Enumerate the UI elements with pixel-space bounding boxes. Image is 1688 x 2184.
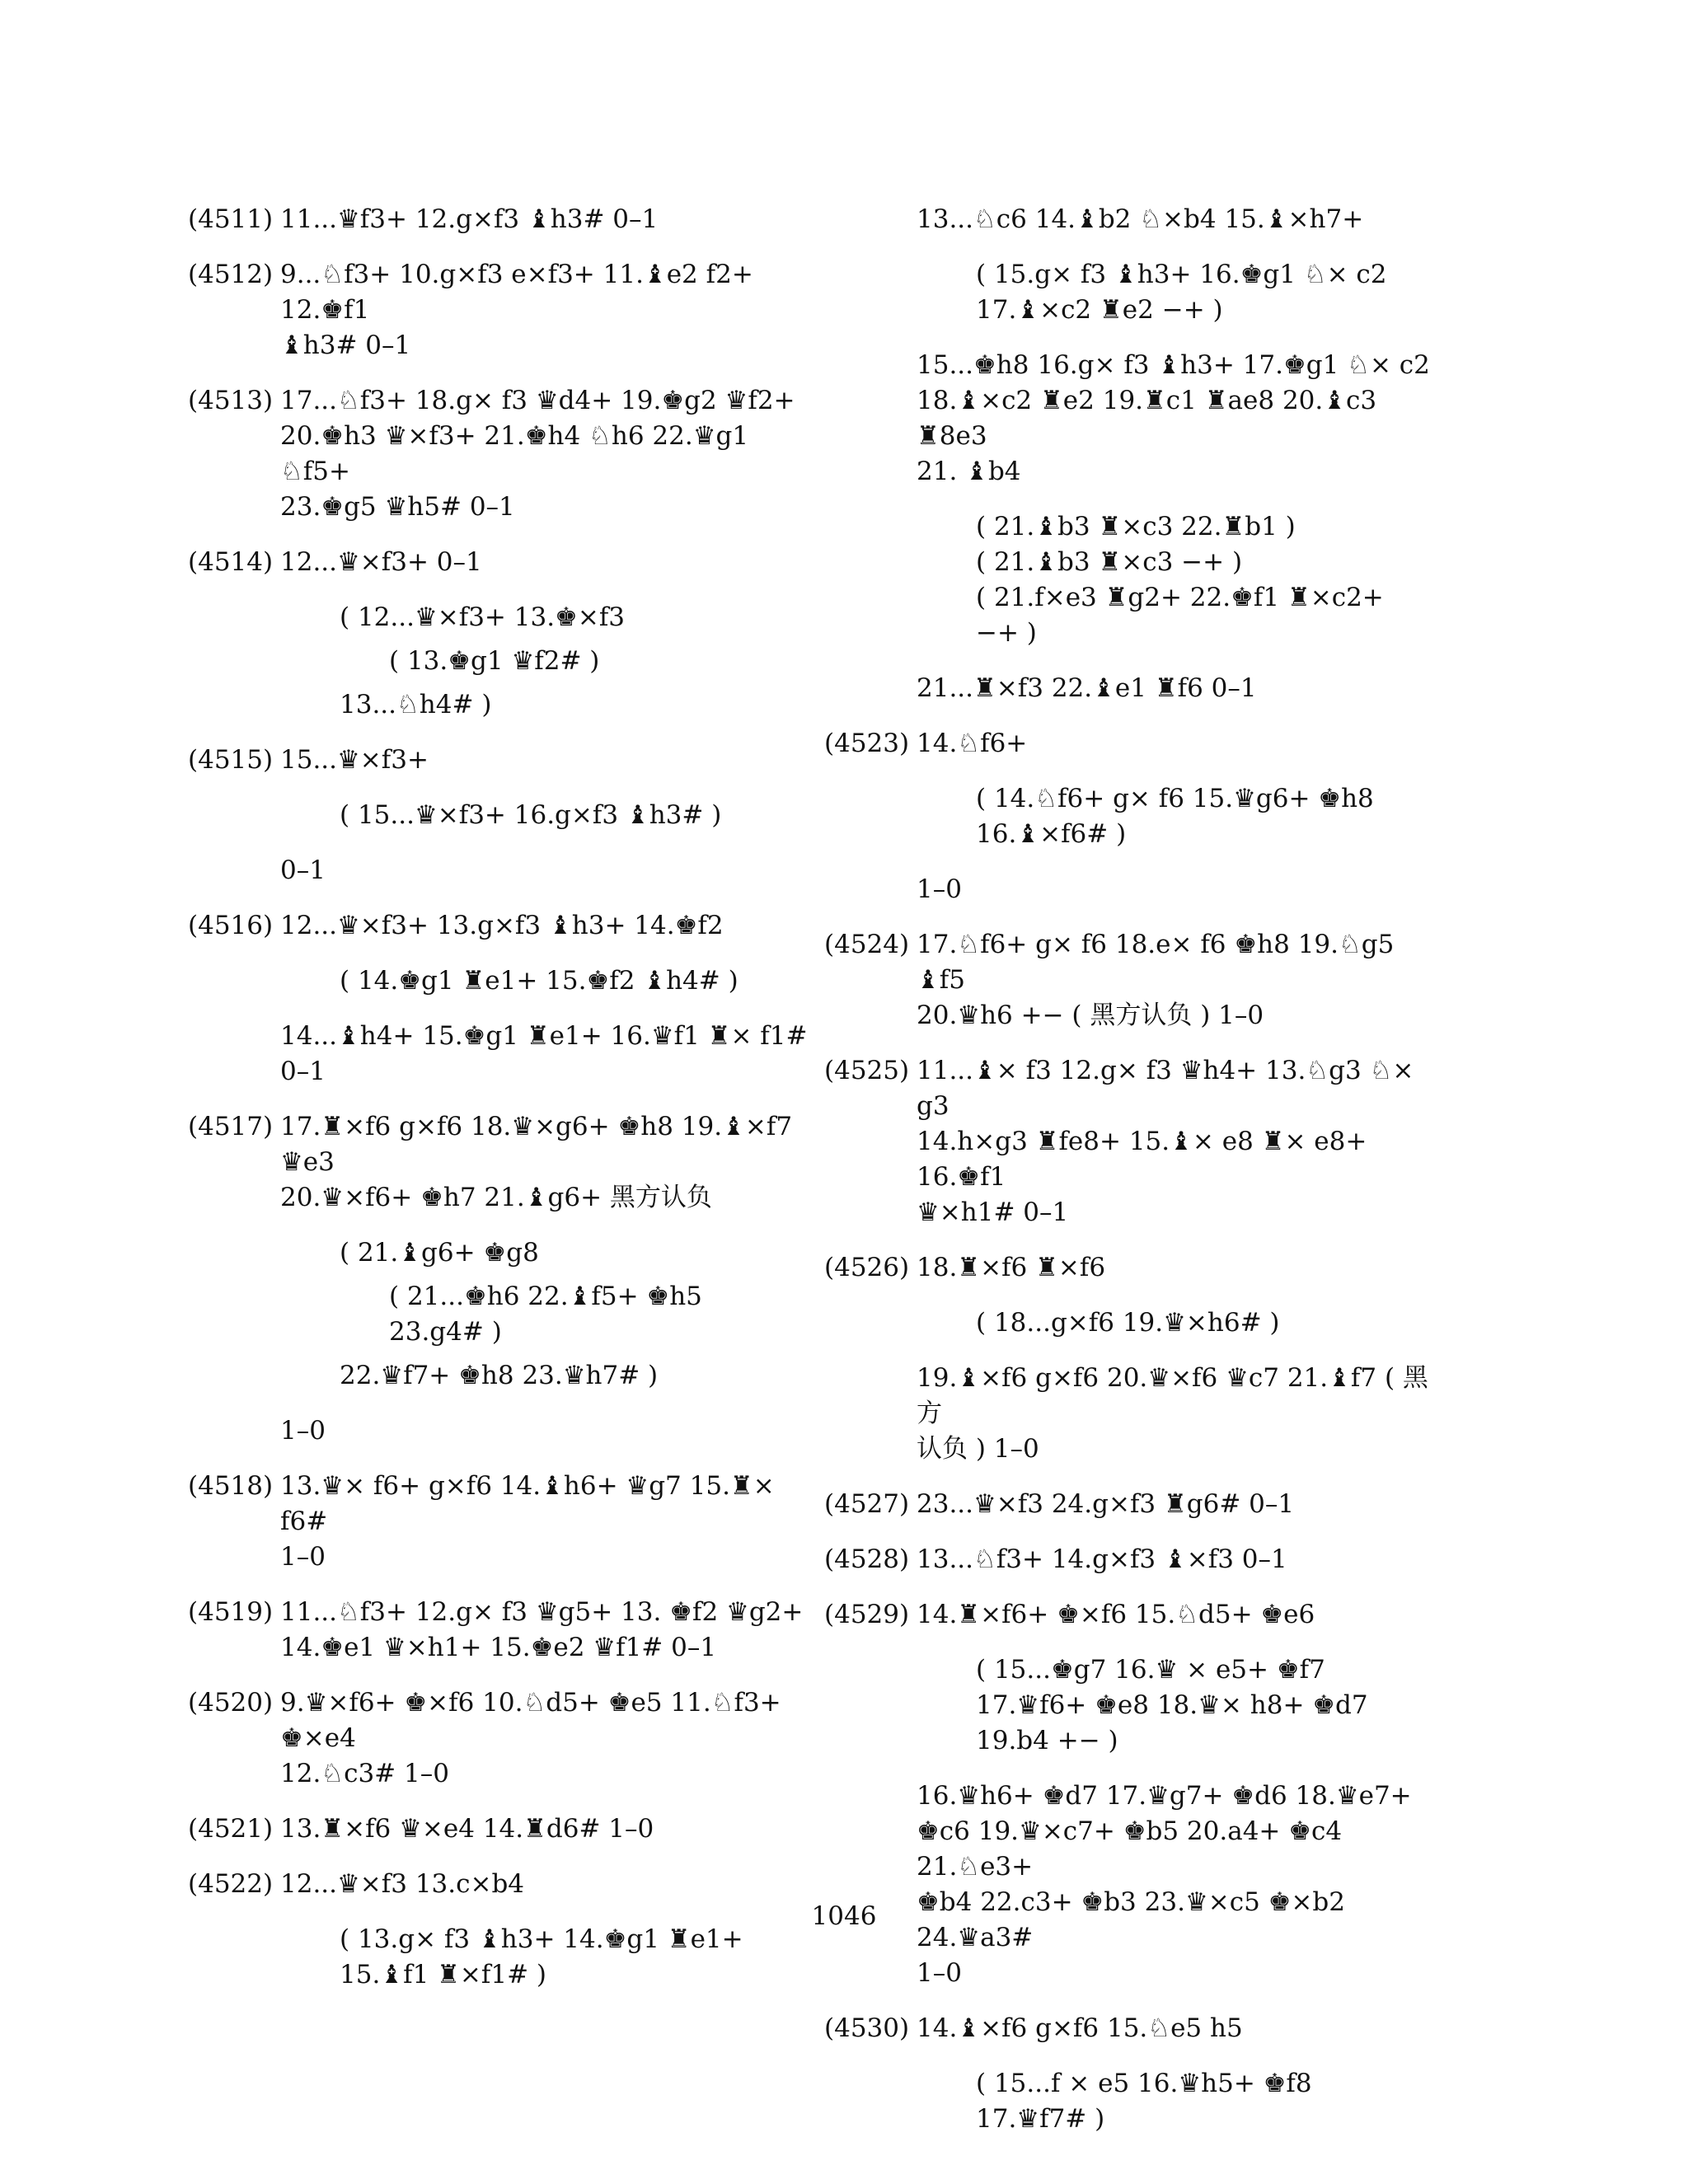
text-line: 11...♘f3+ 12.g× f3 ♛g5+ 13. ♚f2 ♛g2+: [280, 1597, 804, 1627]
text-line: 1–0: [917, 874, 962, 904]
problem-number: (4526): [824, 1253, 910, 1282]
text-line: 认负 ) 1–0: [917, 1434, 1039, 1464]
solution-entry: [824, 1053, 1451, 1230]
move-line: [280, 1469, 814, 1575]
solution-entry: [188, 1109, 814, 1449]
text-line: 14.♜×f6+ ♚×f6 15.♘d5+ ♚e6: [917, 1600, 1315, 1629]
text-line: ( 13.g× f3 ♝h3+ 14.♚g1 ♜e1+: [340, 1924, 743, 1954]
problem-number: (4519): [188, 1597, 274, 1627]
text-line: 14.♘f6+: [917, 729, 1028, 758]
problem-number: (4529): [824, 1600, 910, 1629]
text-line: ♚c6 19.♛×c7+ ♚b5 20.a4+ ♚c4 21.♘e3+: [917, 1816, 1350, 1882]
problem-number: (4523): [824, 729, 910, 758]
problem-number: (4513): [188, 386, 274, 415]
text-line: 13.♛× f6+ g×f6 14.♝h6+ ♛g7 15.♜× f6#: [280, 1471, 783, 1536]
variation-line: [280, 1235, 814, 1271]
text-line: 17.♛f6+ ♚e8 18.♛× h8+ ♚d7: [976, 1690, 1368, 1720]
text-line: 12...♛×f3+ 13.g×f3 ♝h3+ 14.♚f2: [280, 911, 724, 940]
text-line: ( 15...♚g7 16.♛ × e5+ ♚f7: [976, 1655, 1325, 1685]
move-line: [280, 908, 814, 944]
text-line: 19.b4 +− ): [976, 1726, 1118, 1755]
problem-number: (4515): [188, 745, 274, 775]
move-line: [280, 1685, 814, 1792]
move-line: [280, 1867, 814, 1902]
problem-number: (4516): [188, 911, 274, 940]
variation-line: [280, 963, 814, 999]
move-line: [917, 1053, 1451, 1230]
variation-line: [280, 687, 814, 723]
move-line: [917, 1487, 1451, 1522]
move-line: [917, 671, 1451, 706]
text-line: 17.♝×c2 ♜e2 −+ ): [976, 295, 1223, 325]
variation-line: [917, 2066, 1451, 2137]
text-line: 9.♛×f6+ ♚×f6 10.♘d5+ ♚e5 11.♘f3+ ♚×e4: [280, 1688, 790, 1753]
move-line: [280, 853, 814, 888]
left-column: [188, 202, 814, 2013]
text-line: ( 14.♘f6+ g× f6 15.♛g6+ ♚h8: [976, 784, 1374, 813]
move-line: [917, 1361, 1451, 1467]
text-line: ( 15.g× f3 ♝h3+ 16.♚g1 ♘× c2: [976, 260, 1387, 289]
text-line: 17...♘f3+ 18.g× f3 ♛d4+ 19.♚g2 ♛f2+: [280, 386, 795, 415]
problem-number: (4517): [188, 1112, 274, 1141]
solution-entry: [188, 545, 814, 723]
move-line: [917, 726, 1451, 762]
variation-line: [280, 798, 814, 833]
variation-line: [917, 1652, 1451, 1759]
solution-entry: [188, 1811, 814, 1847]
problem-number: (4530): [824, 2013, 910, 2043]
text-line: 15.♝f1 ♜×f1# ): [340, 1960, 547, 1990]
text-line: 17.♛f7# ): [976, 2104, 1105, 2134]
variation-line: [917, 580, 1451, 651]
text-line: ( 21.♝b3 ♜×c3 22.♜b1 ): [976, 512, 1296, 541]
text-line: 15...♛×f3+: [280, 745, 429, 775]
solution-entry: [188, 257, 814, 363]
text-line: 0–1: [280, 1057, 326, 1086]
problem-number: (4521): [188, 1814, 274, 1844]
variation-line: [917, 781, 1451, 852]
page-number: 1046: [811, 1901, 877, 1931]
variation-line: [280, 1358, 814, 1394]
variation-line: [280, 644, 814, 679]
problem-number: (4514): [188, 547, 274, 577]
move-line: [280, 1811, 814, 1847]
text-line: 17.♘f6+ g× f6 18.e× f6 ♚h8 19.♘g5 ♝f5: [917, 930, 1403, 995]
move-line: [280, 743, 814, 778]
right-column: [824, 202, 1451, 2157]
solution-entry: [824, 1542, 1451, 1577]
text-line: 13...♘f3+ 14.g×f3 ♝×f3 0–1: [917, 1544, 1287, 1574]
text-line: 9...♘f3+ 10.g×f3 e×f3+ 11.♝e2 f2+ 12.♚f1: [280, 260, 762, 325]
text-line: 21. ♝b4: [917, 457, 1021, 486]
variation-line: [917, 545, 1451, 580]
solution-entry: [188, 1469, 814, 1575]
problem-number: (4511): [188, 204, 274, 234]
move-line: [280, 257, 814, 363]
move-line: [280, 202, 814, 237]
text-line: −+ ): [976, 618, 1037, 648]
text-line: 20.♛h6 +− ( 黑方认负 ) 1–0: [917, 1001, 1264, 1030]
problem-number: (4518): [188, 1471, 274, 1501]
variation-line: [280, 1279, 814, 1350]
text-line: ( 13.♚g1 ♛f2# ): [389, 646, 600, 676]
move-line: [917, 872, 1451, 907]
problem-number: (4525): [824, 1056, 910, 1085]
text-line: 20.♚h3 ♛×f3+ 21.♚h4 ♘h6 22.♛g1 ♘f5+: [280, 421, 757, 486]
text-line: 23.g4# ): [389, 1317, 502, 1347]
text-line: 18.♜×f6 ♜×f6: [917, 1253, 1106, 1282]
text-line: 1–0: [280, 1416, 326, 1446]
problem-number: (4522): [188, 1869, 274, 1899]
variation-line: [280, 600, 814, 635]
text-line: 13...♘c6 14.♝b2 ♘×b4 15.♝×h7+: [917, 204, 1364, 234]
variation-line: [917, 1305, 1451, 1341]
move-line: [280, 545, 814, 580]
solution-entry: [824, 202, 1451, 706]
variation-line: [917, 509, 1451, 545]
move-line: [917, 1250, 1451, 1286]
text-line: 23.♚g5 ♛h5# 0–1: [280, 492, 515, 522]
text-line: 13.♜×f6 ♛×e4 14.♜d6# 1–0: [280, 1814, 654, 1844]
text-line: 18.♝×c2 ♜e2 19.♜c1 ♜ae8 20.♝c3 ♜8e3: [917, 386, 1385, 451]
move-line: [917, 1779, 1451, 1991]
text-line: 13...♘h4# ): [340, 690, 492, 719]
text-line: 22.♛f7+ ♚h8 23.♛h7# ): [340, 1361, 659, 1390]
text-line: 16.♛h6+ ♚d7 17.♛g7+ ♚d6 18.♛e7+: [917, 1781, 1412, 1811]
text-line: 19.♝×f6 g×f6 20.♛×f6 ♛c7 21.♝f7 ( 黑方: [917, 1363, 1428, 1428]
text-line: 14...♝h4+ 15.♚g1 ♜e1+ 16.♛f1 ♜× f1#: [280, 1021, 808, 1051]
move-line: [917, 348, 1451, 490]
text-line: 17.♜×f6 g×f6 18.♛×g6+ ♚h8 19.♝×f7 ♛e3: [280, 1112, 800, 1177]
text-line: ( 21.♝g6+ ♚g8: [340, 1238, 539, 1268]
solution-entry: [824, 927, 1451, 1033]
text-line: ( 18...g×f6 19.♛×h6# ): [976, 1308, 1280, 1338]
solution-entry: [188, 908, 814, 1090]
text-line: 23...♛×f3 24.g×f3 ♜g6# 0–1: [917, 1489, 1295, 1519]
variation-line: [917, 257, 1451, 328]
problem-number: (4524): [824, 930, 910, 959]
text-line: 16.♝×f6# ): [976, 819, 1127, 849]
text-line: ( 21...♚h6 22.♝f5+ ♚h5: [389, 1282, 702, 1311]
solution-entry: [824, 2011, 1451, 2137]
text-line: ♚b4 22.c3+ ♚b3 23.♛×c5 ♚×b2 24.♛a3#: [917, 1887, 1353, 1952]
move-line: [280, 1413, 814, 1449]
text-line: 20.♛×f6+ ♚h7 21.♝g6+ 黑方认负: [280, 1183, 712, 1212]
problem-number: (4512): [188, 260, 274, 289]
solution-entry: [188, 1595, 814, 1666]
problem-number: (4527): [824, 1489, 910, 1519]
move-line: [280, 1019, 814, 1090]
move-line: [917, 1597, 1451, 1633]
text-line: ( 15...f × e5 16.♛h5+ ♚f8: [976, 2069, 1312, 2098]
solution-entry: [824, 1487, 1451, 1522]
text-line: ( 15...♛×f3+ 16.g×f3 ♝h3# ): [340, 800, 722, 830]
move-line: [917, 1542, 1451, 1577]
problem-number: (4528): [824, 1544, 910, 1574]
move-line: [917, 202, 1451, 237]
text-line: ( 14.♚g1 ♜e1+ 15.♚f2 ♝h4# ): [340, 966, 738, 996]
text-line: 1–0: [280, 1542, 326, 1572]
text-line: 14.♚e1 ♛×h1+ 15.♚e2 ♛f1# 0–1: [280, 1633, 717, 1662]
text-line: 21...♜×f3 22.♝e1 ♜f6 0–1: [917, 673, 1257, 703]
text-line: ♝h3# 0–1: [280, 330, 411, 360]
text-line: 12...♛×f3+ 0–1: [280, 547, 482, 577]
text-line: ( 21.♝b3 ♜×c3 −+ ): [976, 547, 1243, 577]
text-line: 12.♘c3# 1–0: [280, 1759, 449, 1788]
text-line: ( 21.f×e3 ♜g2+ 22.♚f1 ♜×c2+: [976, 583, 1384, 612]
move-line: [917, 927, 1451, 1033]
text-line: 12...♛×f3 13.c×b4: [280, 1869, 525, 1899]
solution-entry: [188, 1685, 814, 1792]
text-line: ( 12...♛×f3+ 13.♚×f3: [340, 602, 626, 632]
text-line: 0–1: [280, 855, 326, 885]
move-line: [280, 1109, 814, 1216]
solution-entry: [188, 383, 814, 525]
text-line: 15...♚h8 16.g× f3 ♝h3+ 17.♚g1 ♘× c2: [917, 350, 1430, 380]
text-line: 11...♛f3+ 12.g×f3 ♝h3# 0–1: [280, 204, 659, 234]
solution-entry: [188, 202, 814, 237]
solution-entry: [824, 1250, 1451, 1467]
text-line: 14.♝×f6 g×f6 15.♘e5 h5: [917, 2013, 1243, 2043]
text-line: ♛×h1# 0–1: [917, 1197, 1069, 1227]
solution-entry: [188, 743, 814, 888]
move-line: [917, 2011, 1451, 2046]
move-line: [280, 1595, 814, 1666]
text-line: 14.h×g3 ♜fe8+ 15.♝× e8 ♜× e8+ 16.♚f1: [917, 1127, 1376, 1192]
move-line: [280, 383, 814, 525]
problem-number: (4520): [188, 1688, 274, 1718]
text-line: 1–0: [917, 1958, 962, 1988]
text-line: 11...♝× f3 12.g× f3 ♛h4+ 13.♘g3 ♘× g3: [917, 1056, 1423, 1121]
solution-entry: [824, 726, 1451, 907]
